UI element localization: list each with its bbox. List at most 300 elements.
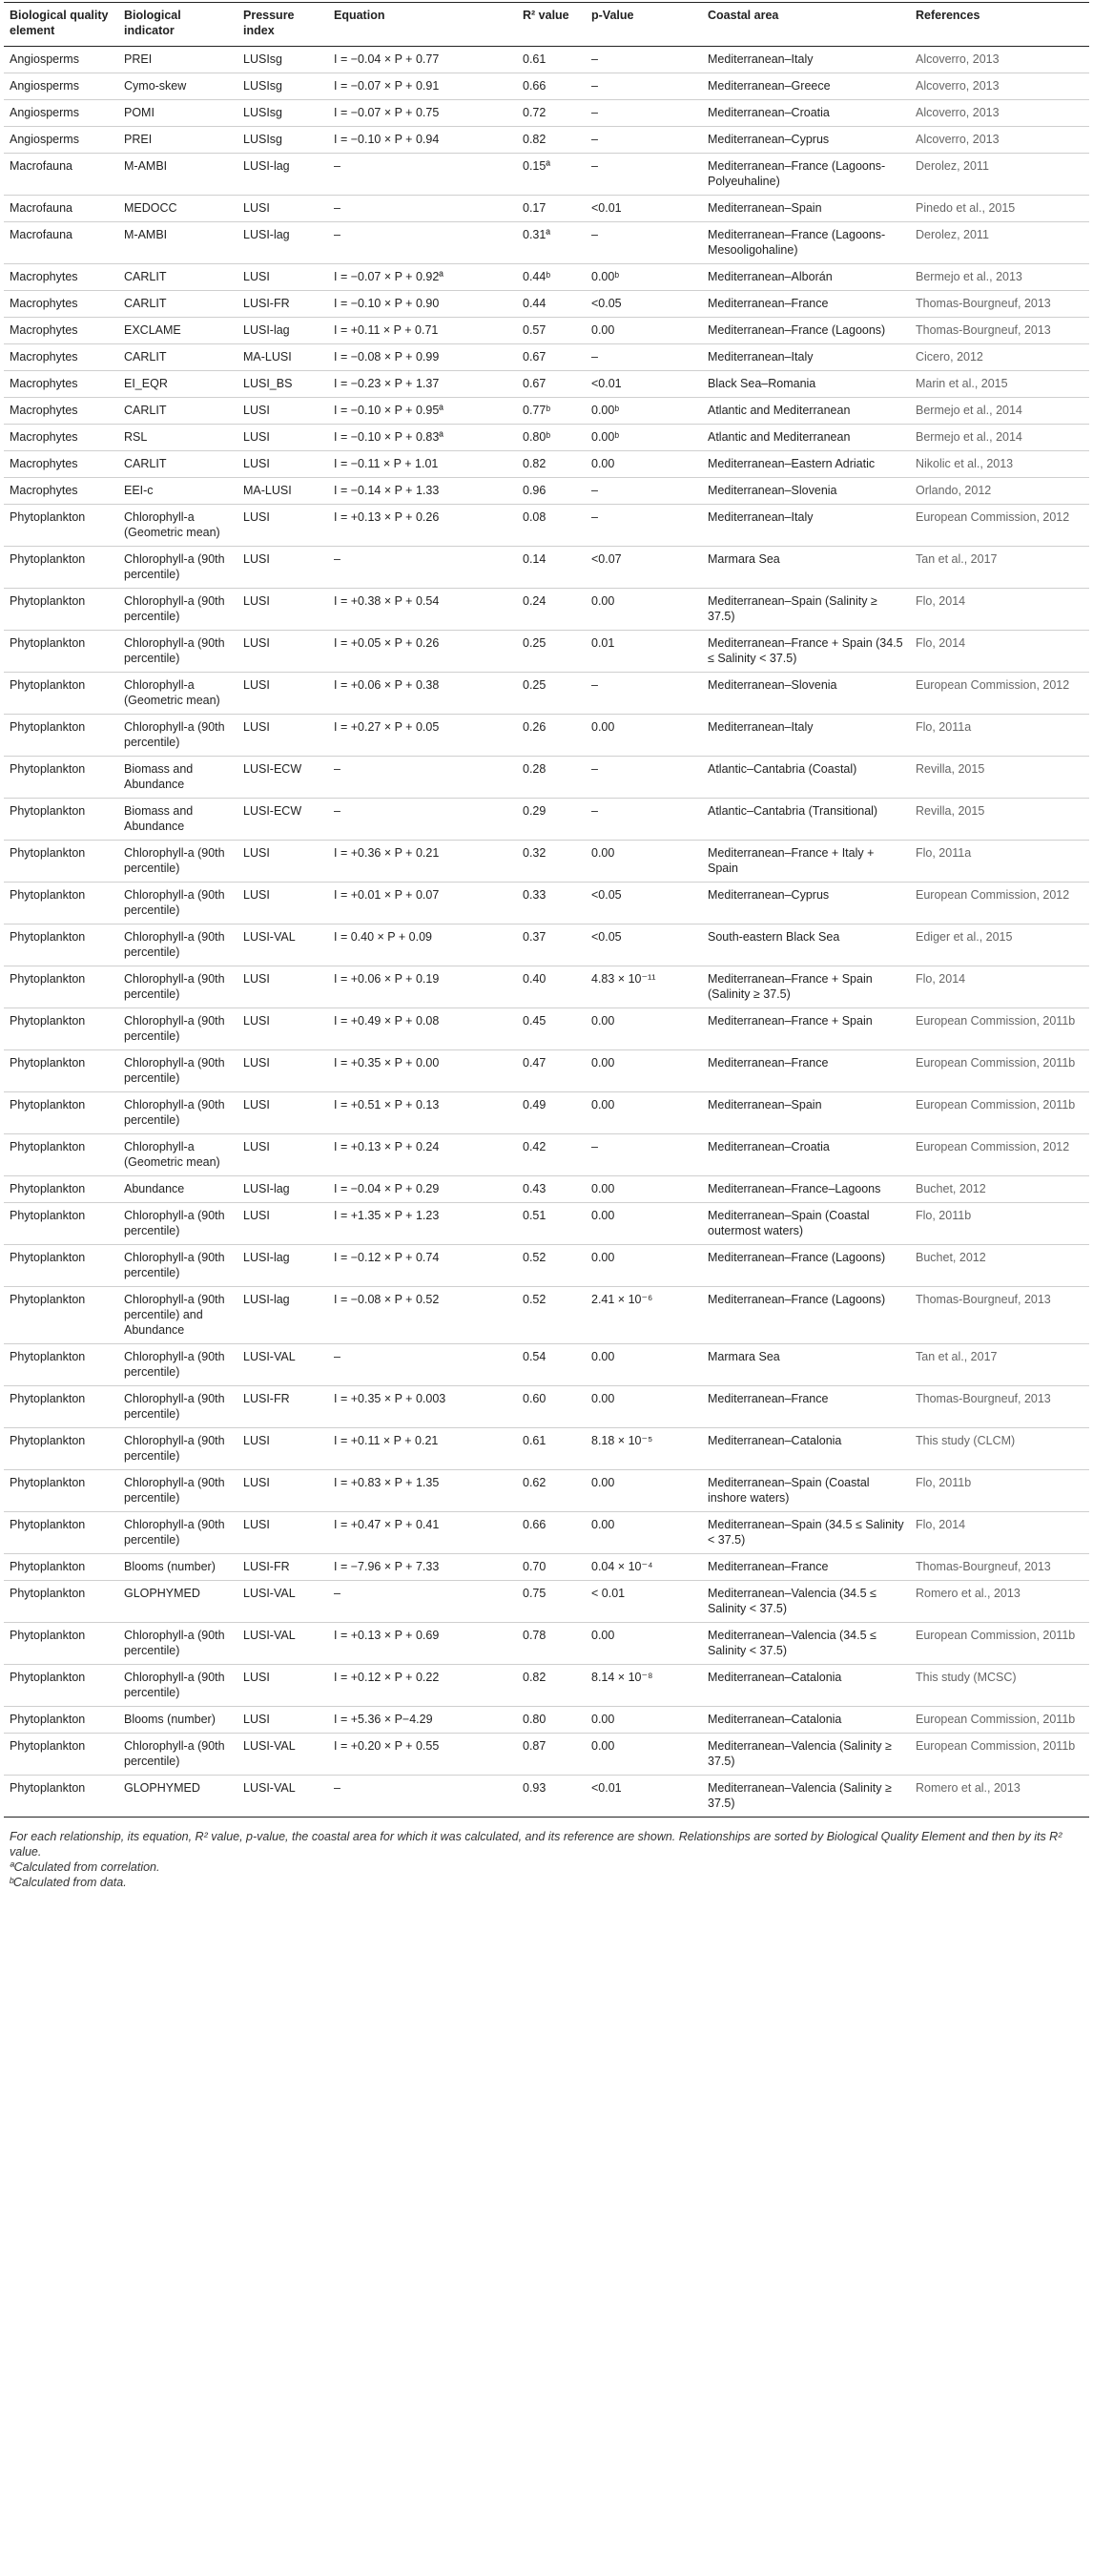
cell-r2: 0.60 [517,1386,586,1428]
cell-r2: 0.77ᵇ [517,398,586,425]
cell-bqe: Phytoplankton [4,1203,118,1245]
footnote-b: ᵇCalculated from data. [10,1876,127,1889]
cell-pvalue: <0.01 [586,196,702,222]
cell-reference: Alcoverro, 2013 [910,73,1089,100]
cell-pressure: LUSI [237,1512,328,1554]
cell-bqe: Phytoplankton [4,1134,118,1176]
cell-area: Mediterranean–Croatia [702,1134,910,1176]
cell-area: South-eastern Black Sea [702,924,910,966]
cell-bqe: Macrophytes [4,264,118,291]
cell-pvalue: <0.01 [586,1776,702,1818]
cell-r2: 0.24 [517,589,586,631]
cell-indicator: Chlorophyll-a (90th percentile) [118,1512,237,1554]
cell-pressure: LUSI [237,451,328,478]
cell-indicator: Abundance [118,1176,237,1203]
cell-bqe: Phytoplankton [4,1050,118,1092]
cell-indicator: Chlorophyll-a (Geometric mean) [118,505,237,547]
header-area: Coastal area [702,3,910,47]
cell-bqe: Phytoplankton [4,1176,118,1203]
table-row [4,1203,1089,1245]
cell-area: Mediterranean–Italy [702,505,910,547]
cell-reference: Derolez, 2011 [910,222,1089,264]
cell-equation: I = −0.08 × P + 0.99 [328,344,517,371]
cell-bqe: Phytoplankton [4,1581,118,1623]
cell-bqe: Phytoplankton [4,1623,118,1665]
table-row [4,478,1089,505]
cell-pressure: LUSI-ECW [237,799,328,841]
cell-r2: 0.44 [517,291,586,318]
cell-equation: – [328,1344,517,1386]
cell-reference: Buchet, 2012 [910,1176,1089,1203]
cell-equation: I = +0.35 × P + 0.00 [328,1050,517,1092]
cell-reference: Orlando, 2012 [910,478,1089,505]
cell-area: Mediterranean–Spain (Salinity ≥ 37.5) [702,589,910,631]
cell-equation: I = +0.27 × P + 0.05 [328,715,517,757]
cell-r2: 0.51 [517,1203,586,1245]
cell-pvalue: – [586,478,702,505]
cell-reference: Flo, 2011a [910,715,1089,757]
cell-bqe: Phytoplankton [4,505,118,547]
cell-equation: – [328,154,517,196]
cell-pvalue: – [586,799,702,841]
cell-pvalue: – [586,73,702,100]
table-row [4,1707,1089,1734]
cell-reference: Pinedo et al., 2015 [910,196,1089,222]
cell-area: Atlantic and Mediterranean [702,425,910,451]
cell-pvalue: – [586,757,702,799]
table-row [4,1245,1089,1287]
cell-pressure: LUSI [237,196,328,222]
cell-pvalue: 0.00 [586,1623,702,1665]
header-r2: R² value [517,3,586,47]
cell-equation: I = −7.96 × P + 7.33 [328,1554,517,1581]
cell-reference: Bermejo et al., 2014 [910,398,1089,425]
table-row [4,673,1089,715]
cell-reference: Bermejo et al., 2014 [910,425,1089,451]
cell-indicator: Chlorophyll-a (90th percentile) [118,1344,237,1386]
cell-pvalue: 4.83 × 10⁻¹¹ [586,966,702,1008]
cell-pressure: LUSI-lag [237,1245,328,1287]
cell-indicator: CARLIT [118,344,237,371]
cell-pressure: LUSI [237,547,328,589]
cell-bqe: Macrophytes [4,291,118,318]
cell-pressure: LUSI [237,1008,328,1050]
cell-pressure: LUSI [237,264,328,291]
cell-pvalue: 0.00ᵇ [586,264,702,291]
cell-area: Mediterranean–Slovenia [702,478,910,505]
cell-indicator: CARLIT [118,398,237,425]
cell-pvalue: 0.00 [586,1050,702,1092]
cell-pressure: LUSI-lag [237,318,328,344]
cell-reference: Thomas-Bourgneuf, 2013 [910,1554,1089,1581]
cell-pvalue: 8.14 × 10⁻⁸ [586,1665,702,1707]
table-row [4,222,1089,264]
cell-area: Mediterranean–France (Lagoons) [702,1245,910,1287]
cell-r2: 0.28 [517,757,586,799]
cell-bqe: Phytoplankton [4,841,118,883]
table-row [4,127,1089,154]
cell-reference: European Commission, 2011b [910,1623,1089,1665]
cell-pressure: LUSI [237,673,328,715]
cell-equation: I = +0.06 × P + 0.38 [328,673,517,715]
cell-bqe: Phytoplankton [4,1734,118,1776]
cell-r2: 0.49 [517,1092,586,1134]
cell-indicator: Chlorophyll-a (90th percentile) [118,631,237,673]
table-row [4,547,1089,589]
cell-r2: 0.61 [517,1428,586,1470]
cell-reference: European Commission, 2011b [910,1707,1089,1734]
cell-bqe: Phytoplankton [4,1287,118,1344]
cell-r2: 0.70 [517,1554,586,1581]
cell-equation: – [328,799,517,841]
cell-equation: I = −0.07 × P + 0.75 [328,100,517,127]
cell-indicator: CARLIT [118,264,237,291]
cell-area: Mediterranean–France–Lagoons [702,1176,910,1203]
cell-indicator: EXCLAME [118,318,237,344]
cell-reference: European Commission, 2011b [910,1050,1089,1092]
cell-area: Marmara Sea [702,1344,910,1386]
cell-bqe: Macrophytes [4,371,118,398]
cell-bqe: Phytoplankton [4,631,118,673]
header-pressure: Pressure index [237,3,328,47]
cell-reference: This study (CLCM) [910,1428,1089,1470]
cell-equation: I = −0.07 × P + 0.91 [328,73,517,100]
cell-bqe: Phytoplankton [4,966,118,1008]
cell-indicator: Biomass and Abundance [118,757,237,799]
cell-bqe: Macrophytes [4,398,118,425]
cell-equation: I = +0.05 × P + 0.26 [328,631,517,673]
cell-area: Mediterranean–Valencia (Salinity ≥ 37.5) [702,1734,910,1776]
cell-indicator: Chlorophyll-a (90th percentile) [118,1008,237,1050]
cell-indicator: Cymo-skew [118,73,237,100]
cell-area: Mediterranean–France (Lagoons-Polyeuhaline) [702,154,910,196]
cell-indicator: Blooms (number) [118,1707,237,1734]
table-row [4,631,1089,673]
cell-pressure: LUSI-lag [237,1287,328,1344]
cell-r2: 0.25 [517,673,586,715]
cell-reference: Flo, 2011b [910,1470,1089,1512]
cell-pvalue: 0.00 [586,841,702,883]
cell-indicator: Chlorophyll-a (90th percentile) [118,1428,237,1470]
table-row [4,841,1089,883]
cell-area: Mediterranean–France (Lagoons) [702,318,910,344]
cell-pressure: LUSIsg [237,127,328,154]
cell-reference: Thomas-Bourgneuf, 2013 [910,1287,1089,1344]
cell-equation: I = −0.07 × P + 0.92ª [328,264,517,291]
cell-r2: 0.67 [517,344,586,371]
table-row [4,1428,1089,1470]
table-row [4,1554,1089,1581]
cell-indicator: PREI [118,127,237,154]
cell-indicator: Chlorophyll-a (90th percentile) [118,1050,237,1092]
cell-equation: I = +0.12 × P + 0.22 [328,1665,517,1707]
table-row [4,799,1089,841]
cell-area: Mediterranean–France (Lagoons) [702,1287,910,1344]
cell-pvalue: 0.00 [586,1176,702,1203]
cell-pvalue: 0.00 [586,318,702,344]
cell-equation: I = +0.11 × P + 0.21 [328,1428,517,1470]
cell-r2: 0.96 [517,478,586,505]
cell-indicator: Chlorophyll-a (90th percentile) [118,883,237,924]
cell-bqe: Angiosperms [4,47,118,73]
cell-bqe: Phytoplankton [4,924,118,966]
table-row [4,1287,1089,1344]
cell-indicator: EEI-c [118,478,237,505]
cell-pressure: LUSI [237,505,328,547]
cell-equation: I = +0.13 × P + 0.24 [328,1134,517,1176]
cell-area: Mediterranean–Cyprus [702,883,910,924]
cell-pressure: MA-LUSI [237,478,328,505]
cell-area: Marmara Sea [702,547,910,589]
cell-area: Mediterranean–Spain (34.5 ≤ Salinity < 37.5) [702,1512,910,1554]
cell-reference: Flo, 2014 [910,631,1089,673]
cell-pvalue: 0.00 [586,1386,702,1428]
cell-pressure: LUSI-FR [237,1554,328,1581]
cell-pvalue: – [586,673,702,715]
table-row [4,451,1089,478]
cell-area: Mediterranean–France + Spain [702,1008,910,1050]
cell-pressure: LUSI [237,1050,328,1092]
cell-bqe: Macrophytes [4,451,118,478]
cell-equation: I = +0.47 × P + 0.41 [328,1512,517,1554]
table-row [4,1134,1089,1176]
cell-indicator: Chlorophyll-a (90th percentile) [118,1734,237,1776]
cell-pressure: LUSI-VAL [237,924,328,966]
cell-reference: Bermejo et al., 2013 [910,264,1089,291]
cell-r2: 0.08 [517,505,586,547]
cell-pvalue: 0.00ᵇ [586,398,702,425]
cell-pressure: LUSI [237,1707,328,1734]
cell-area: Mediterranean–Valencia (Salinity ≥ 37.5) [702,1776,910,1818]
cell-bqe: Macrofauna [4,154,118,196]
cell-r2: 0.87 [517,1734,586,1776]
cell-r2: 0.93 [517,1776,586,1818]
header-pvalue: p-Value [586,3,702,47]
cell-r2: 0.15ª [517,154,586,196]
table-row [4,318,1089,344]
cell-pressure: LUSI [237,1092,328,1134]
cell-bqe: Phytoplankton [4,1386,118,1428]
table-row [4,1008,1089,1050]
cell-bqe: Phytoplankton [4,547,118,589]
cell-area: Mediterranean–Catalonia [702,1665,910,1707]
cell-indicator: M-AMBI [118,222,237,264]
cell-area: Mediterranean–Slovenia [702,673,910,715]
footnote-main: For each relationship, its equation, R² value, p-value, the coastal area for which it was calculated, and its reference are shown. Relationships are sorted by Biological Quality Element and then by its R² value. [10,1830,1062,1859]
cell-pressure: LUSI-VAL [237,1344,328,1386]
cell-pvalue: 0.00 [586,1245,702,1287]
cell-area: Mediterranean–France + Spain (Salinity ≥ 37.5) [702,966,910,1008]
footnote-a: ªCalculated from correlation. [10,1860,160,1874]
cell-pvalue: 0.04 × 10⁻⁴ [586,1554,702,1581]
table-header-row [4,3,1089,47]
cell-reference: Thomas-Bourgneuf, 2013 [910,318,1089,344]
header-indicator: Biological indicator [118,3,237,47]
cell-reference: European Commission, 2011b [910,1008,1089,1050]
cell-indicator: GLOPHYMED [118,1776,237,1818]
table-row [4,883,1089,924]
table-body [4,47,1089,1818]
cell-r2: 0.78 [517,1623,586,1665]
cell-indicator: Chlorophyll-a (90th percentile) [118,1665,237,1707]
cell-r2: 0.32 [517,841,586,883]
cell-pvalue: – [586,47,702,73]
cell-indicator: CARLIT [118,451,237,478]
cell-bqe: Macrophytes [4,478,118,505]
cell-equation: I = 0.40 × P + 0.09 [328,924,517,966]
cell-pvalue: 0.00 [586,1092,702,1134]
cell-r2: 0.33 [517,883,586,924]
cell-area: Mediterranean–Spain (Coastal outermost waters) [702,1203,910,1245]
cell-r2: 0.26 [517,715,586,757]
cell-pvalue: – [586,222,702,264]
cell-area: Mediterranean–Italy [702,715,910,757]
table-row [4,1344,1089,1386]
cell-reference: Romero et al., 2013 [910,1581,1089,1623]
cell-equation: I = +5.36 × P−4.29 [328,1707,517,1734]
cell-r2: 0.52 [517,1245,586,1287]
cell-pvalue: 8.18 × 10⁻⁵ [586,1428,702,1470]
cell-equation: – [328,757,517,799]
cell-bqe: Macrophytes [4,318,118,344]
cell-bqe: Phytoplankton [4,673,118,715]
cell-pvalue: < 0.01 [586,1581,702,1623]
cell-indicator: Chlorophyll-a (90th percentile) [118,1386,237,1428]
cell-bqe: Phytoplankton [4,715,118,757]
cell-r2: 0.52 [517,1287,586,1344]
cell-indicator: Chlorophyll-a (90th percentile) [118,924,237,966]
cell-reference: Ediger et al., 2015 [910,924,1089,966]
cell-r2: 0.31ª [517,222,586,264]
header-refs: References [910,3,1089,47]
cell-indicator: Chlorophyll-a (90th percentile) [118,715,237,757]
cell-bqe: Phytoplankton [4,1554,118,1581]
cell-r2: 0.67 [517,371,586,398]
cell-reference: Thomas-Bourgneuf, 2013 [910,1386,1089,1428]
cell-pressure: LUSI-VAL [237,1776,328,1818]
cell-pvalue: <0.05 [586,924,702,966]
table-row [4,505,1089,547]
cell-reference: Flo, 2011b [910,1203,1089,1245]
cell-equation: I = +0.01 × P + 0.07 [328,883,517,924]
cell-reference: Revilla, 2015 [910,757,1089,799]
cell-pressure: LUSI [237,966,328,1008]
cell-r2: 0.47 [517,1050,586,1092]
cell-pvalue: 0.00 [586,1470,702,1512]
cell-indicator: Chlorophyll-a (Geometric mean) [118,1134,237,1176]
cell-reference: Marin et al., 2015 [910,371,1089,398]
cell-equation: I = −0.10 × P + 0.90 [328,291,517,318]
cell-pressure: LUSI-FR [237,1386,328,1428]
table-row [4,1386,1089,1428]
cell-area: Mediterranean–Spain [702,196,910,222]
cell-indicator: Chlorophyll-a (90th percentile) [118,966,237,1008]
cell-pressure: LUSI [237,1665,328,1707]
table-row [4,1092,1089,1134]
cell-area: Mediterranean–France [702,291,910,318]
cell-equation: I = −0.10 × P + 0.83ª [328,425,517,451]
cell-r2: 0.75 [517,1581,586,1623]
cell-equation: I = +0.13 × P + 0.69 [328,1623,517,1665]
cell-indicator: CARLIT [118,291,237,318]
cell-reference: Alcoverro, 2013 [910,47,1089,73]
cell-pvalue: – [586,505,702,547]
cell-r2: 0.82 [517,451,586,478]
table-row [4,154,1089,196]
cell-equation: I = +0.20 × P + 0.55 [328,1734,517,1776]
cell-equation: I = −0.12 × P + 0.74 [328,1245,517,1287]
cell-equation: I = +0.13 × P + 0.26 [328,505,517,547]
cell-pvalue: 0.00 [586,589,702,631]
cell-equation: – [328,1776,517,1818]
cell-pvalue: <0.07 [586,547,702,589]
cell-pressure: LUSI-lag [237,222,328,264]
cell-area: Mediterranean–Catalonia [702,1428,910,1470]
cell-area: Black Sea–Romania [702,371,910,398]
cell-reference: European Commission, 2012 [910,505,1089,547]
cell-indicator: Chlorophyll-a (90th percentile) [118,589,237,631]
cell-equation: I = −0.10 × P + 0.94 [328,127,517,154]
cell-pvalue: <0.01 [586,371,702,398]
cell-reference: Derolez, 2011 [910,154,1089,196]
cell-reference: Flo, 2011a [910,841,1089,883]
cell-r2: 0.72 [517,100,586,127]
cell-reference: Alcoverro, 2013 [910,127,1089,154]
cell-bqe: Phytoplankton [4,1428,118,1470]
cell-r2: 0.82 [517,1665,586,1707]
cell-area: Mediterranean–Greece [702,73,910,100]
cell-pressure: LUSIsg [237,100,328,127]
table-footnotes [4,1829,1089,1890]
cell-area: Mediterranean–France [702,1386,910,1428]
cell-r2: 0.14 [517,547,586,589]
cell-indicator: Chlorophyll-a (90th percentile) [118,1203,237,1245]
cell-r2: 0.62 [517,1470,586,1512]
cell-area: Mediterranean–Alborán [702,264,910,291]
cell-pressure: LUSI-lag [237,154,328,196]
cell-bqe: Macrophytes [4,344,118,371]
cell-pvalue: <0.05 [586,883,702,924]
table-row [4,1734,1089,1776]
cell-bqe: Angiosperms [4,100,118,127]
cell-reference: Tan et al., 2017 [910,547,1089,589]
cell-r2: 0.61 [517,47,586,73]
cell-r2: 0.40 [517,966,586,1008]
cell-equation: I = +0.38 × P + 0.54 [328,589,517,631]
cell-pressure: LUSI_BS [237,371,328,398]
cell-area: Mediterranean–France + Spain (34.5 ≤ Salinity < 37.5) [702,631,910,673]
table-row [4,1623,1089,1665]
table-row [4,1776,1089,1818]
table-row [4,966,1089,1008]
cell-r2: 0.17 [517,196,586,222]
cell-pressure: LUSI [237,1134,328,1176]
cell-equation: – [328,1581,517,1623]
cell-pressure: MA-LUSI [237,344,328,371]
cell-area: Mediterranean–Italy [702,47,910,73]
table-row [4,715,1089,757]
cell-pressure: LUSI-VAL [237,1581,328,1623]
cell-indicator: Chlorophyll-a (90th percentile) [118,841,237,883]
cell-indicator: Chlorophyll-a (Geometric mean) [118,673,237,715]
table-row [4,589,1089,631]
cell-pressure: LUSI [237,1203,328,1245]
cell-equation: I = +0.83 × P + 1.35 [328,1470,517,1512]
table-row [4,924,1089,966]
cell-indicator: Blooms (number) [118,1554,237,1581]
cell-reference: European Commission, 2012 [910,673,1089,715]
cell-bqe: Macrofauna [4,222,118,264]
